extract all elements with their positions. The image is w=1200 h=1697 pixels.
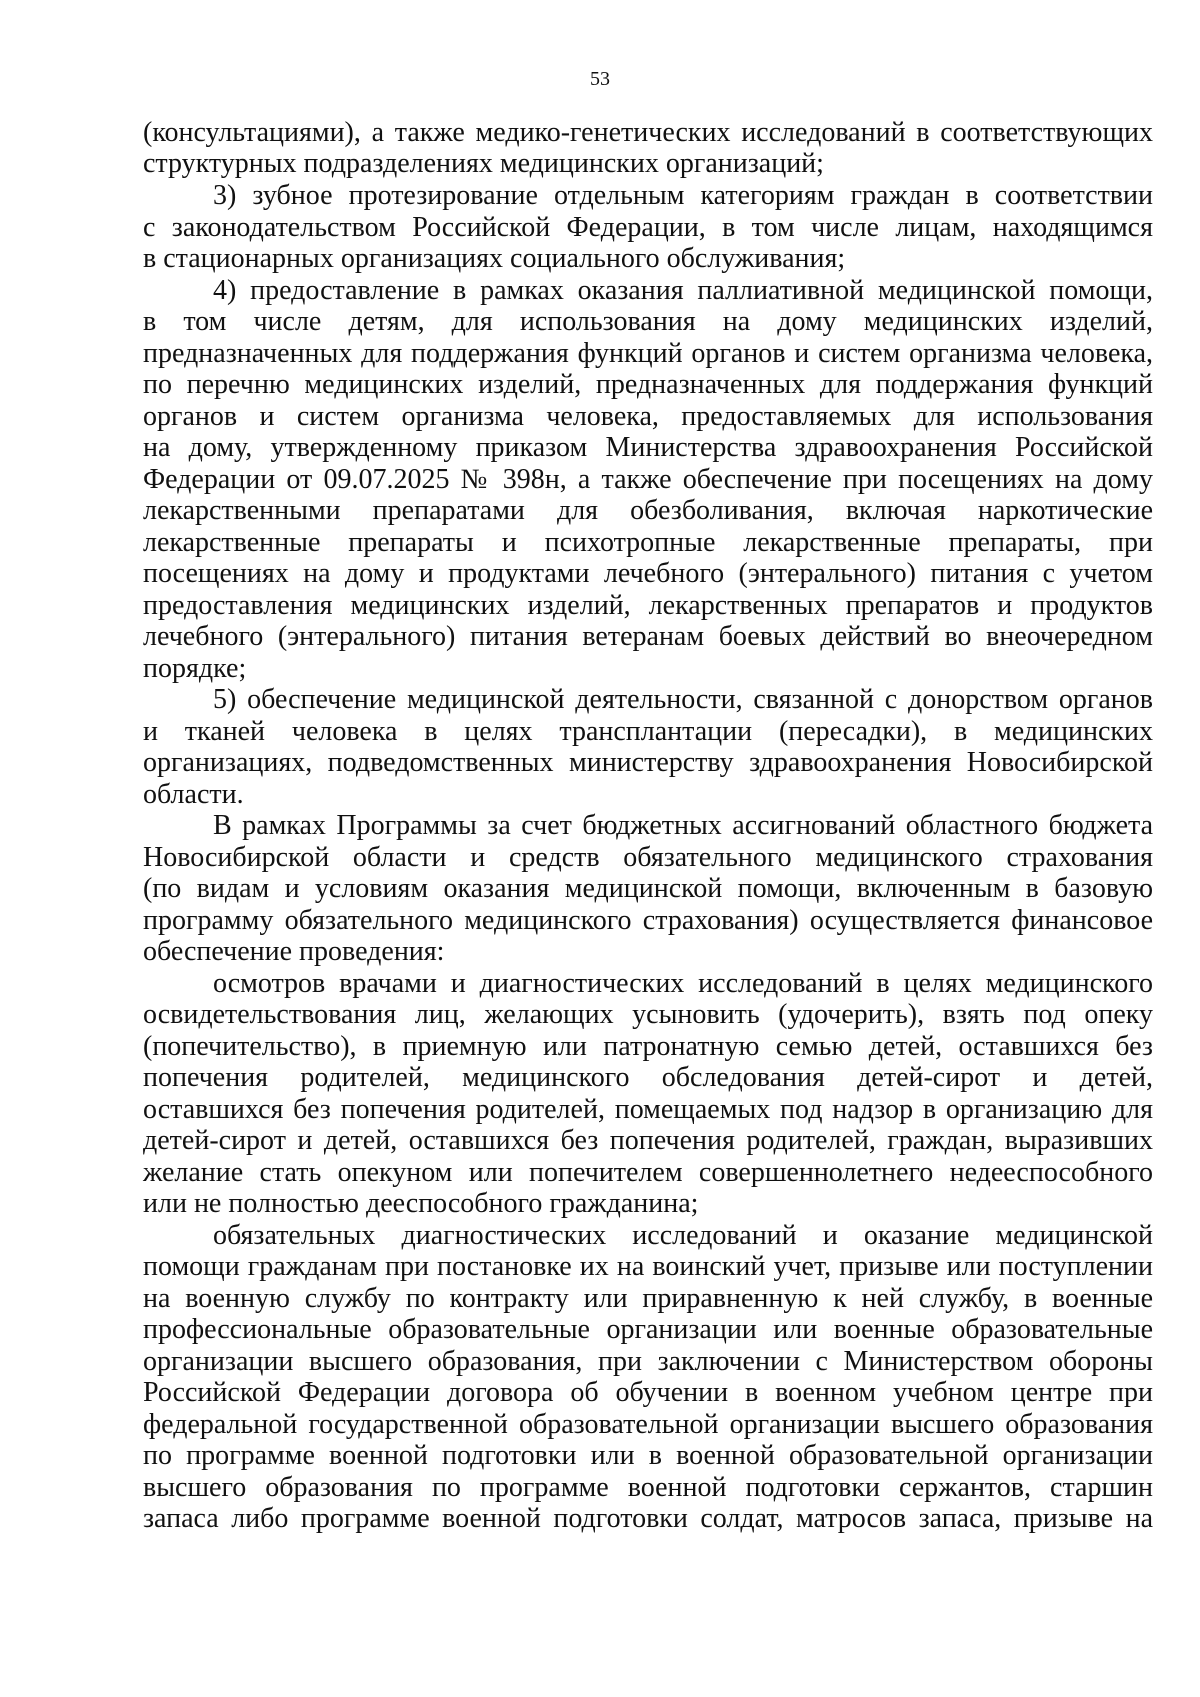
text-line: предоставления медицинских изделий, лекарственных препаратов и продуктов — [143, 590, 1153, 621]
text-line: и тканей человека в целях трансплантации (пересадки), в медицинских — [143, 716, 1153, 747]
text-line: федеральной государственной образовательной организации высшего образования — [143, 1409, 1153, 1440]
text-line: 4) предоставление в рамках оказания паллиативной медицинской помощи, — [213, 275, 1153, 306]
text-line: Новосибирской области и средств обязательного медицинского страхования — [143, 842, 1153, 873]
text-line: по программе военной подготовки или в военной образовательной организации — [143, 1440, 1153, 1471]
text-line: программу обязательного медицинского страхования) осуществляется финансовое — [143, 905, 1153, 936]
text-line: оставшихся без попечения родителей, помещаемых под надзор в организацию для — [143, 1094, 1153, 1125]
text-line: посещениях на дому и продуктами лечебного (энтерального) питания с учетом — [143, 558, 1153, 589]
text-line: порядке; — [143, 653, 247, 684]
text-line: 5) обеспечение медицинской деятельности, связанной с донорством органов — [213, 684, 1153, 715]
text-line: профессиональные образовательные организации или военные образовательные — [143, 1314, 1153, 1345]
text-line: лекарственными препаратами для обезболивания, включая наркотические — [143, 495, 1153, 526]
text-line: с законодательством Российской Федерации, в том числе лицам, находящимся — [143, 212, 1153, 243]
text-line: 3) зубное протезирование отдельным категориям граждан в соответствии — [213, 180, 1153, 211]
text-line: обязательных диагностических исследований и оказание медицинской — [213, 1220, 1153, 1251]
text-line: желание стать опекуном или попечителем совершеннолетнего недееспособного — [143, 1157, 1153, 1188]
text-line: организации высшего образования, при заключении с Министерством обороны — [143, 1346, 1153, 1377]
text-line: освидетельствования лиц, желающих усыновить (удочерить), взять под опеку — [143, 999, 1153, 1030]
text-line: Российской Федерации договора об обучении в военном учебном центре при — [143, 1377, 1153, 1408]
text-line: запаса либо программе военной подготовки солдат, матросов запаса, призыве на — [143, 1503, 1153, 1534]
text-line: структурных подразделениях медицинских организаций; — [143, 148, 824, 179]
text-line: по перечню медицинских изделий, предназначенных для поддержания функций — [143, 369, 1153, 400]
text-line: в стационарных организациях социального обслуживания; — [143, 243, 846, 274]
text-line: В рамках Программы за счет бюджетных ассигнований областного бюджета — [213, 810, 1153, 841]
text-line: на дому, утвержденному приказом Министерства здравоохранения Российской — [143, 432, 1153, 463]
text-line: (попечительство), в приемную или патронатную семью детей, оставшихся без — [143, 1031, 1153, 1062]
text-line: организациях, подведомственных министерству здравоохранения Новосибирской — [143, 747, 1153, 778]
text-line: обеспечение проведения: — [143, 936, 445, 967]
text-line: области. — [143, 779, 244, 810]
text-line: (по видам и условиям оказания медицинской помощи, включенным в базовую — [143, 873, 1153, 904]
text-line: или не полностью дееспособного гражданина; — [143, 1188, 699, 1219]
text-line: лечебного (энтерального) питания ветеранам боевых действий во внеочередном — [143, 621, 1153, 652]
text-line: помощи гражданам при постановке их на воинский учет, призыве или поступлении — [143, 1251, 1153, 1282]
page-number: 53 — [590, 68, 610, 90]
text-line: детей-сирот и детей, оставшихся без попечения родителей, граждан, выразивших — [143, 1125, 1153, 1156]
text-line: осмотров врачами и диагностических исследований в целях медицинского — [213, 968, 1153, 999]
text-line: попечения родителей, медицинского обследования детей-сирот и детей, — [143, 1062, 1153, 1093]
text-line: органов и систем организма человека, предоставляемых для использования — [143, 401, 1153, 432]
text-line: предназначенных для поддержания функций органов и систем организма человека, — [143, 338, 1153, 369]
text-line: лекарственные препараты и психотропные лекарственные препараты, при — [143, 527, 1153, 558]
text-line: Федерации от 09.07.2025 № 398н, а также обеспечение при посещениях на дому — [143, 464, 1153, 495]
text-line: в том числе детям, для использования на дому медицинских изделий, — [143, 306, 1153, 337]
text-line: (консультациями), а также медико-генетических исследований в соответствующих — [143, 117, 1153, 148]
text-line: высшего образования по программе военной подготовки сержантов, старшин — [143, 1472, 1153, 1503]
text-line: на военную службу по контракту или приравненную к ней службу, в военные — [143, 1283, 1153, 1314]
